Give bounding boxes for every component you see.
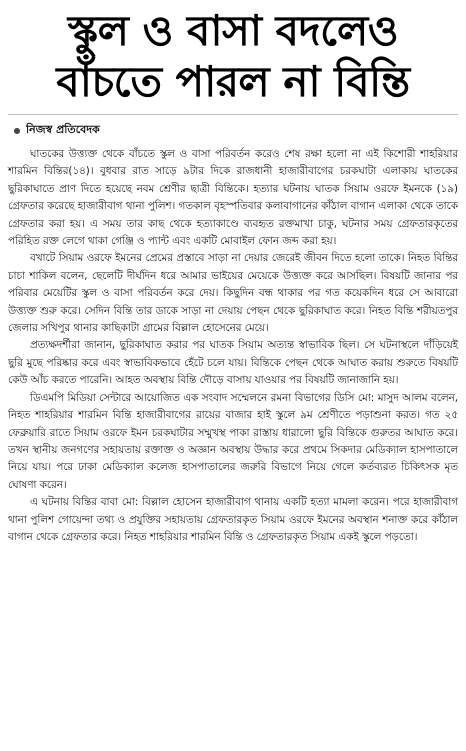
headline-line-1: স্কুল ও বাসা বদলেও xyxy=(67,6,399,55)
paragraph: ঘাতকের উত্ত্যক্ত থেকে বাঁচতে স্কুল ও বাসা পরিবর্তন করেও শেষ রক্ষা হলো না এই কিশোরী শাহরিয়ার শারমিন বিন্তির(১৪)। বুধবার রাত সাড়ে ৯টার দিকে রাজধানী হাজারীবাগের চরকঘাটা এলাকায় ঘাতকের ছুরিকাঘাতে প্রাণ দিতে হয়েছে নবম শ্রেণীর ছাত্রী বিন্তিকে। হত্যার ঘটনায় ঘাতক সিয়াম ওরফে ইমনকে (১৯) গ্রেফতার করেছে হাজারীবাগ থানা পুলিশ। গতকাল বৃহস্পতিবার কলাবাগানের কাঁঠাল বাগান এলাকা থেকে তাকে গ্রেফতার করা হয়। এ সময় তার কাছ থেকে হত্যাকাণ্ডে ব্যবহৃত রক্তমাখা চাকু, ঘটনার সময় গ্রেফতারকৃতের পরিহিত রক্ত লেগে থাকা গেঞ্জি ও প্যান্ট এবং একটি মোবাইল ফোন জব্দ করা হয়। xyxy=(8,148,458,248)
paragraph: ডিএমপি মিডিয়া সেন্টারে আয়োজিত এক সংবাদ সম্মেলনে রমনা বিভাগের ডিসি মো: মাসুদ আলম বলেন, নিহত শাহরিয়ার শারমিন বিন্তি হাজারীবাগের রায়ের বাজার হাই স্কুলে ৯ম শ্রেণীতে পড়াশুনা করত। গত ২৫ ফেব্রুয়ারি রাতে সিয়াম ওরফে ইমন চরকঘাটার সম্মুখস্থ পাকা রাস্তায় ধারালো ছুরি বিন্তিকে গুরুতর আঘাত করে। তখন স্থানীয় জনগণের সহায়তায় রক্তাক্ত ও অজ্ঞান অবস্থায় উদ্ধার করে প্রথমে সিকদার মেডিক্যাল হাসপাতালে নিয়ে যায়। পরে ঢাকা মেডিক্যাল কলেজ হাসপাতালের জরুরি বিভাগে নিয়ে গেলে কর্তব্যরত চিকিৎসক মৃত ঘোষণা করেন। xyxy=(8,391,458,491)
divider xyxy=(8,114,458,115)
article-body xyxy=(8,146,458,546)
paragraph: এ ঘটনায় বিন্তির বাবা মো: বিল্লাল হোসেন হাজারীবাগ থানায় একটি হত্যা মামলা করেন। পরে হাজারীবাগ থানা পুলিশ গোয়েন্দা তথ্য ও প্রযুক্তির সহায়তায় গ্রেফতারকৃত সিয়াম ওরফে ইমনের অবস্থান শনাক্ত করে কাঁঠাল বাগান থেকে গ্রেফতার করে। নিহত শাহরিয়ার শারমিন বিন্তি ও গ্রেফতারকৃত সিয়াম একই স্কুলে পড়তো। xyxy=(8,496,458,543)
bullet-icon xyxy=(14,128,20,134)
paragraph: প্রত্যক্ষদর্শীরা জানান, ছুরিকাঘাত করার পর ঘাতক সিয়াম অত্যন্ত স্বাভাবিক ছিল। সে ঘটনাস্থলে দাঁড়িয়েই ছুরি মুছে পরিষ্কার করে এবং স্বাভাবিকভাবে হেঁটে চলে যায়। বিন্তিকে পেছন থেকে আঘাত করায় শুরুতে বিষয়টি কেউ আঁচ করতে পারেনি। আহত অবস্থায় বিন্তি দৌড়ে বাসায় যাওয়ার পর বিষয়টি জানাজানি হয়। xyxy=(8,339,458,387)
byline xyxy=(14,121,458,140)
paragraph: বখাটে সিয়াম ওরফে ইমনের প্রেমের প্রস্তাবে সাড়া না দেয়ার জেরেই জীবন দিতে হলো তাকে। নিহত বিন্তির চাচা শাকিল বলেন, ছেলেটি দীর্ঘদিন ধরে আমার ভাইয়ের মেয়েকে উত্ত্যক্ত করে আসছিল। বিষয়টি জানার পর পরিবার মেয়েটির স্কুল ও বাসা পরিবর্তন করে দেয়। কিছুদিন বন্ধ থাকার পর গত কয়েকদিন ধরে সে আবারো উত্ত্যক্ত শুরু করে। সেদিন বিন্তি তার ডাকে সাড়া না দেয়ায় পেছন থেকে ছুরিকাঘাত করে। নিহত বিন্তি শরীয়তপুর জেলার সখিপুর থানার কাছিকাটা গ্রামের বিল্লাল হোসেনের মেয়ে। xyxy=(8,252,458,335)
headline xyxy=(8,6,458,108)
headline-line-2: বাঁচতে পারল না বিন্তি xyxy=(56,57,410,106)
byline-text: নিজস্ব প্রতিবেদক xyxy=(26,123,100,136)
